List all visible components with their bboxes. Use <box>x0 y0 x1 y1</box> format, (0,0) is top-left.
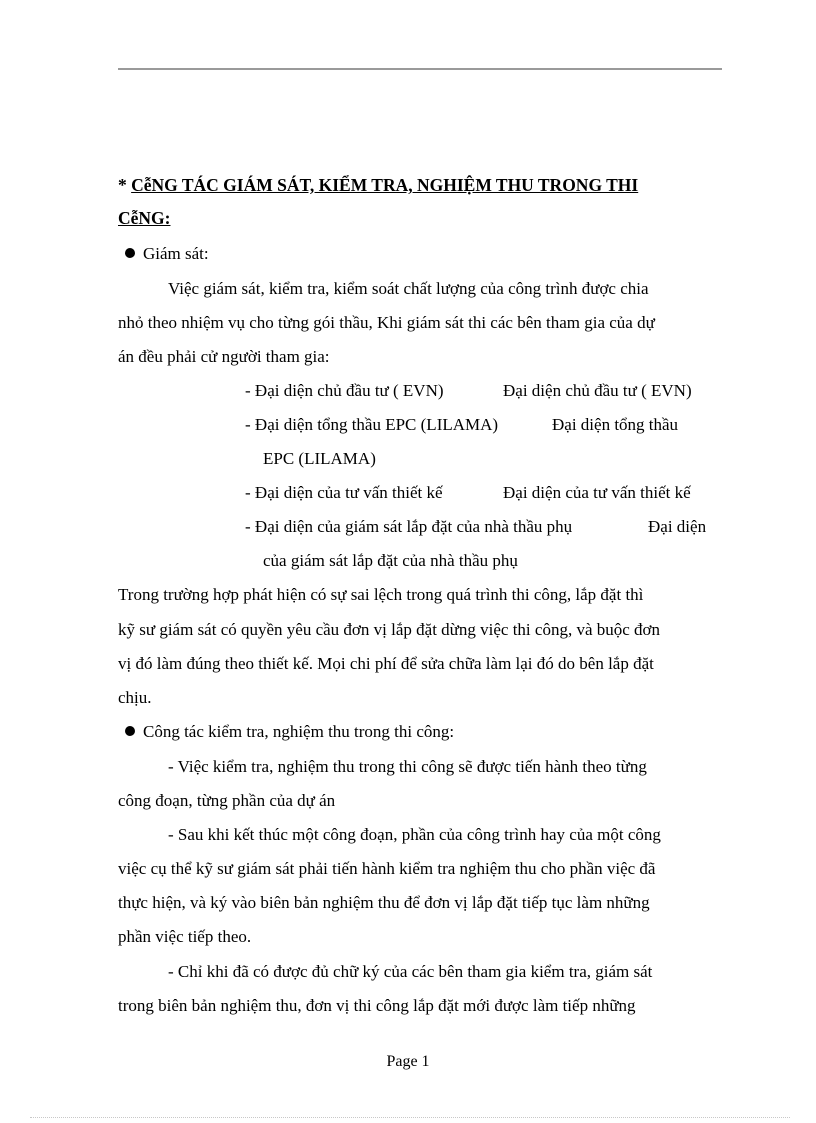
paragraph-line: phần việc tiếp theo. <box>118 927 252 946</box>
paragraph-line: Việc giám sát, kiểm tra, kiểm soát chất lượng của công trình được chia <box>168 279 649 298</box>
paragraph-line: việc cụ thể kỹ sư giám sát phải tiến hành kiểm tra nghiệm thu cho phần việc đã <box>118 859 656 878</box>
paragraph-line: chịu. <box>118 688 152 707</box>
section-heading-line1 <box>118 175 638 195</box>
paragraph-line: thực hiện, và ký vào biên bản nghiệm thu để đơn vị lắp đặt tiếp tục làm những <box>118 893 650 912</box>
bullet-icon <box>125 248 135 258</box>
rep-line-subcontractor-right: Đại diện <box>648 517 707 536</box>
paragraph-line: công đoạn, từng phần của dự án <box>118 791 336 810</box>
rep-line-epc-right: Đại diện tổng thầu <box>552 415 679 434</box>
paragraph-line: Trong trường hợp phát hiện có sự sai lệch trong quá trình thi công, lắp đặt thì <box>118 585 644 604</box>
rep-line-owner-right: Đại diện chủ đầu tư ( EVN) <box>503 381 692 400</box>
rep-line-subcontractor-left: - Đại diện của giám sát lắp đặt của nhà thầu phụ <box>245 517 573 536</box>
bullet-item-supervision <box>125 244 209 264</box>
rep-line-consultant-left: - Đại diện của tư vấn thiết kế <box>245 483 443 502</box>
paragraph-line: - Chỉ khi đã có được đủ chữ ký của các bên tham gia kiểm tra, giám sát <box>168 962 653 981</box>
paragraph-line: trong biên bản nghiệm thu, đơn vị thi công lắp đặt mới được làm tiếp những <box>118 996 636 1015</box>
heading-text-line2: CễNG: <box>118 208 171 228</box>
page-number: Page 1 <box>386 1053 430 1070</box>
paragraph-line: kỹ sư giám sát có quyền yêu cầu đơn vị lắp đặt dừng việc thi công, và buộc đơn <box>118 620 661 639</box>
section-heading-line2 <box>118 208 170 228</box>
paragraph-line: - Sau khi kết thúc một công đoạn, phần của công trình hay của một công <box>168 825 661 844</box>
rep-line-epc-cont: EPC (LILAMA) <box>263 449 376 468</box>
paragraph-line: án đều phải cử người tham gia: <box>118 347 330 366</box>
heading-star: * <box>118 175 132 195</box>
bullet-item-inspection <box>125 722 454 742</box>
page-bottom-border <box>30 1117 790 1118</box>
header-rule <box>118 68 722 70</box>
paragraph-line: nhỏ theo nhiệm vụ cho từng gói thầu, Khi giám sát thi các bên tham gia của dự <box>118 313 655 332</box>
paragraph-line: - Việc kiểm tra, nghiệm thu trong thi công sẽ được tiến hành theo từng <box>168 757 647 776</box>
rep-line-consultant-right: Đại diện của tư vấn thiết kế <box>503 483 691 502</box>
bullet-title-supervision: Giám sát: <box>143 244 209 263</box>
rep-line-owner-left: - Đại diện chủ đầu tư ( EVN) <box>245 381 444 400</box>
bullet-icon <box>125 726 135 736</box>
paragraph-line: vị đó làm đúng theo thiết kế. Mọi chi phí để sửa chữa làm lại đó do bên lắp đặt <box>118 654 654 673</box>
rep-line-subcontractor-cont: của giám sát lắp đặt của nhà thầu phụ <box>263 551 518 570</box>
bullet-title-inspection: Công tác kiểm tra, nghiệm thu trong thi công: <box>143 722 455 741</box>
rep-line-epc-left: - Đại diện tổng thầu EPC (LILAMA) <box>245 415 499 434</box>
heading-text-line1: CễNG TÁC GIÁM SÁT, KIỂM TRA, NGHIỆM THU TRONG THI <box>131 175 639 195</box>
